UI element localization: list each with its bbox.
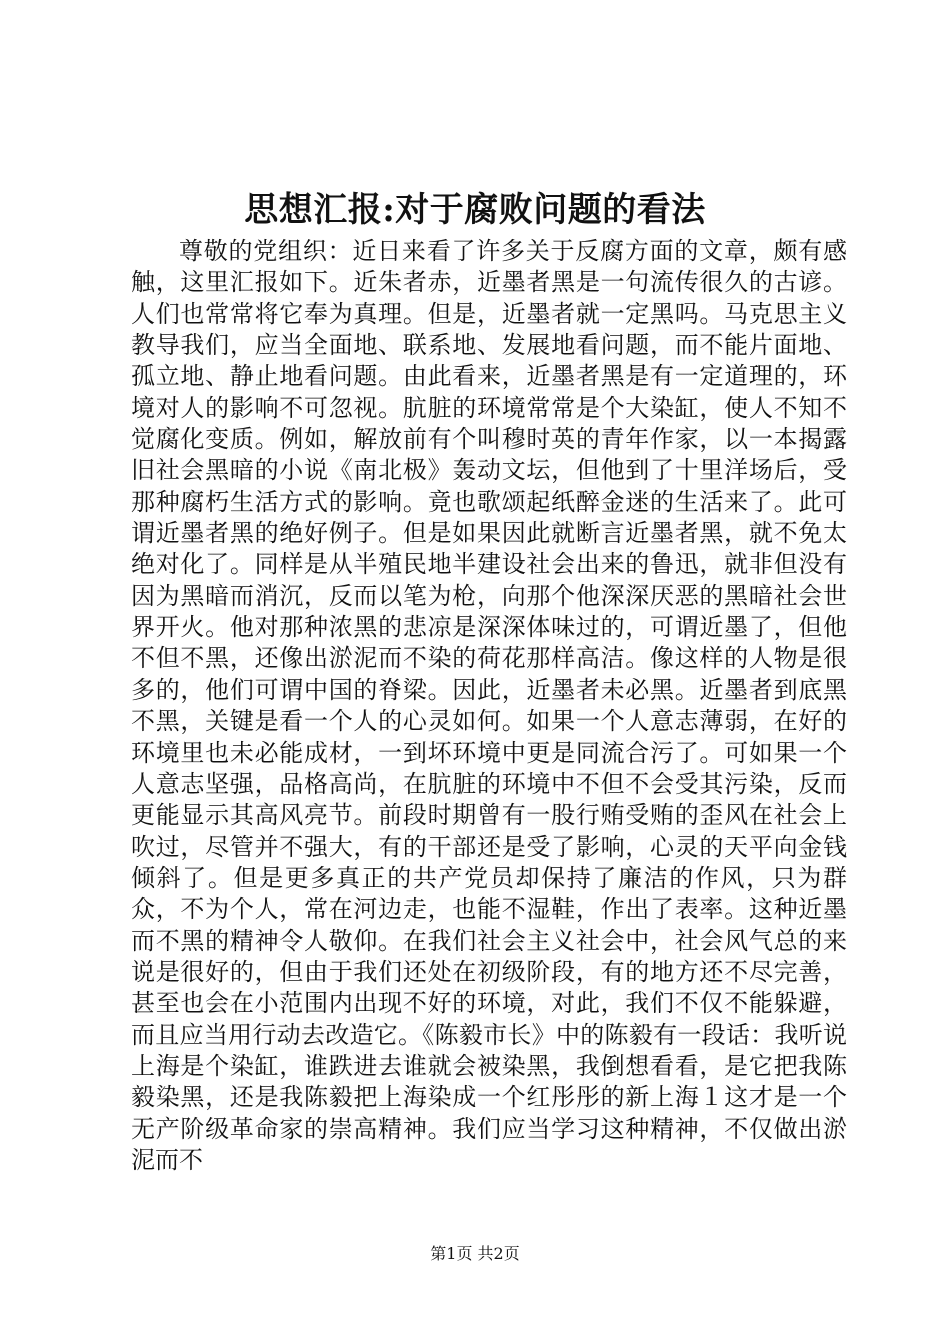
document-title: 思想汇报:对于腐败问题的看法 xyxy=(244,190,706,230)
body-paragraph: 尊敬的党组织：近日来看了许多关于反腐方面的文章，颇有感触，这里汇报如下。近朱者赤，近墨者黑是一句流传很久的古谚。人们也常常将它奉为真理。但是，近墨者就一定黑吗。马克思主义教导我们，应当全面地、联系地、发展地看问题，而不能片面地、孤立地、静止地看问题。由此看来，近墨者黑是有一定道理的，环境对人的影响不可忽视。肮脏的环境常常是个大染缸，使人不知不觉腐化变质。例如，解放前有个叫穆时英的青年作家，以一本揭露旧社会黑暗的小说《南北极》轰动文坛，但他到了十里洋场后，受那种腐朽生活方式的影响。竟也歌颂起纸醉金迷的生活来了。此可谓近墨者黑的绝好例子。但是如果因此就断言近墨者黑，就不免太绝对化了。同样是从半殖民地半建设社会出来的鲁迅，就非但没有因为黑暗而消沉，反而以笔为枪，向那个他深深厌恶的黑暗社会世界开火。他对那种浓黑的悲凉是深深体味过的，可谓近墨了，但他不但不黑，还像出淤泥而不染的荷花那样高洁。像这样的人物是很多的，他们可谓中国的脊梁。因此，近墨者未必黑。近墨者到底黑不黑，关键是看一个人的心灵如何。如果一个人意志薄弱，在好的环境里也未必能成材，一到坏环境中更是同流合污了。可如果一个人意志坚强，品格高尚，在肮脏的环境中不但不会受其污染，反而更能显示其高风亮节。前段时期曾有一股行贿受贿的歪风在社会上吹过，尽管并不强大，有的干部还是受了影响，心灵的天平向金钱倾斜了。但是更多真正的共产党员却保持了廉洁的作风，只为群众，不为个人，常在河边走，也能不湿鞋，作出了表率。这种近墨而不黑的精神令人敬仰。在我们社会主义社会中，社会风气总的来说是很好的，但由于我们还处在初级阶段，有的地方还不尽完善，甚至也会在小范围内出现不好的环境，对此，我们不仅不能躲避，而且应当用行动去改造它。《陈毅市长》中的陈毅有一段话：我听说上海是个染缸，谁跌进去谁就会被染黑，我倒想看看，是它把我陈毅染黑，还是我陈毅把上海染成一个红彤彤的新上海１这才是一个无产阶级革命家的崇高精神。我们应当学习这种精神，不仅做出淤泥而不 xyxy=(131,237,847,1174)
page-number: 第1页 共2页 xyxy=(430,1244,520,1263)
page-footer xyxy=(0,1242,950,1266)
